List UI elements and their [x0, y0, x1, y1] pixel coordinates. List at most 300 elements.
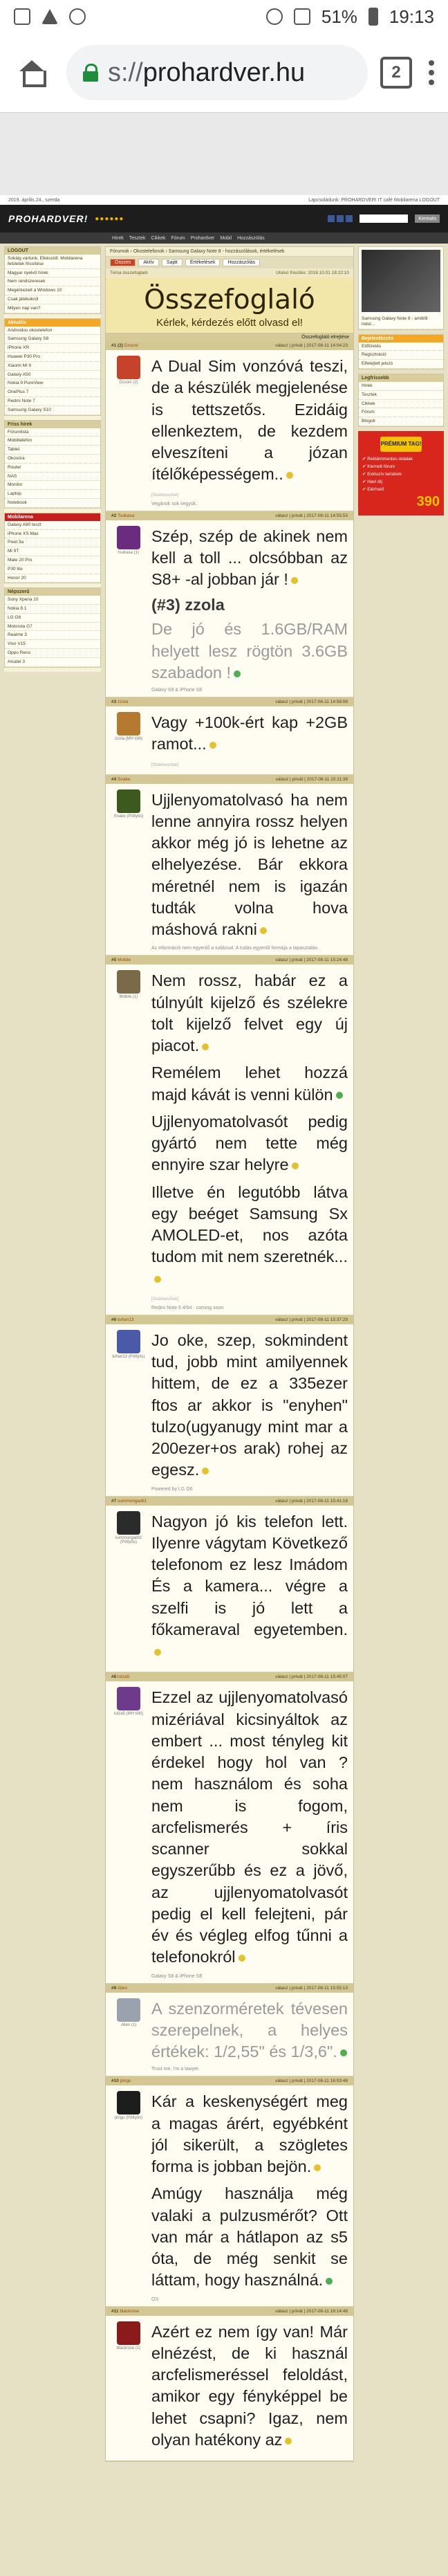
post-author[interactable]: Dzsoni	[124, 343, 138, 348]
post-header-right	[275, 513, 348, 518]
reply-link[interactable]: válasz | privát |	[275, 1674, 307, 1680]
post-header-left	[111, 777, 130, 782]
sidebar-link[interactable]: Alcatel 3	[5, 658, 100, 667]
sidebar-link[interactable]: Tablet	[5, 446, 100, 455]
post-header-left	[111, 2079, 131, 2083]
browser-toolbar	[0, 33, 448, 112]
warning-icon	[41, 9, 58, 24]
post-content	[151, 970, 348, 1310]
summary-header	[106, 268, 353, 277]
post-text: Illetve én legutóbb látva egy beéget Samsung Sx AMOLED-et, nos azóta tudom mit nem szeretnék...	[151, 1182, 348, 1290]
edited-marker: [Szerkesztve]	[151, 492, 179, 497]
post-header	[106, 1672, 353, 1681]
post-header-left	[111, 513, 134, 518]
sidebar-link[interactable]: LG G8	[5, 614, 100, 623]
avatar[interactable]	[117, 1687, 140, 1710]
premium-feature: ✔ Reklámmentes oldalak	[362, 456, 413, 462]
sidebar-link[interactable]: P30 lite	[5, 565, 100, 574]
tab-hozzászólás[interactable]: Hozzászólás	[223, 259, 260, 266]
summary-header-right: Utolsó frissítés: 2018.10.01 18:22:10	[276, 271, 349, 275]
home-button[interactable]	[10, 51, 54, 95]
sidebar-box	[4, 587, 101, 667]
sidebar-link[interactable]: Samsung Galaxy S10	[5, 406, 100, 415]
post-author[interactable]: zzola	[118, 700, 129, 704]
forum-post	[106, 775, 353, 956]
post-author[interactable]: blackrose	[120, 2308, 140, 2314]
post-header-right	[276, 777, 348, 782]
latest-link[interactable]: Hírek	[359, 382, 443, 391]
post-text: Remélem lehet hozzá majd kávát is venni külön	[151, 1063, 348, 1104]
sidebar-link[interactable]: Mate 20 Pro	[5, 556, 100, 565]
post-number[interactable]: #7	[111, 1498, 117, 1504]
web-page	[0, 195, 448, 2576]
author-rank: Snake (Pöttyös)	[113, 814, 144, 819]
sidebar-link[interactable]: Oppo Reno	[5, 649, 100, 658]
post-author[interactable]: pingu	[120, 2079, 131, 2084]
post-header	[106, 697, 353, 706]
sidebar-link[interactable]: Milyen nap van?	[5, 304, 100, 313]
author-rank: pingu (Pöttyös)	[114, 2116, 143, 2121]
battery-icon	[368, 8, 378, 26]
post-text: Ujjlenyomatolvasót pedig gyártó nem tette még ennyire szar helyre	[151, 1112, 348, 1174]
sidebar-link[interactable]: Sokáig vártunk, Elkészült: Mobilarena felületek frissítése	[5, 255, 100, 269]
post-number[interactable]: #4	[111, 776, 117, 782]
tab-összes[interactable]: Összes	[110, 259, 136, 266]
sidebar-box-title: Népszerű	[5, 588, 100, 596]
menu-dot-icon	[429, 60, 434, 66]
sidebar-link[interactable]: Nem rendszeresek	[5, 277, 100, 286]
post-number[interactable]: #2	[111, 513, 117, 518]
post-header	[106, 1984, 353, 1993]
sidebar-link[interactable]: Nokia 9 PureView	[5, 379, 100, 388]
post-date: 2017-08-11 15:11:39	[306, 776, 348, 782]
sound-icon	[69, 8, 86, 25]
avatar[interactable]	[117, 1998, 140, 2022]
signature: Galaxy S9 & iPhone SE	[151, 688, 203, 693]
twitter-icon[interactable]	[337, 215, 344, 222]
avatar[interactable]	[117, 356, 140, 379]
latest-box	[358, 374, 444, 427]
post-body	[106, 784, 353, 956]
sidebar-link[interactable]: Okosóra	[5, 455, 100, 464]
nav-item[interactable]: Fórum	[171, 235, 185, 241]
rss-icon[interactable]	[346, 215, 353, 222]
signature: Az információ nem egyenlő a tudással. A tudás egyenlő formája a tapasztalás.	[151, 946, 319, 951]
site-header	[0, 205, 448, 232]
sidebar-link[interactable]: Csak játékokról	[5, 295, 100, 304]
post-content	[151, 789, 348, 951]
author-rank: tuhan13 (Pöttyös)	[112, 1354, 145, 1359]
author-column	[111, 1687, 146, 1978]
tab-switcher-button[interactable]: 2	[380, 57, 412, 89]
post-header-right	[275, 1499, 348, 1504]
url-host: prohardver.hu	[142, 57, 306, 87]
post-text: Ujjlenyomatolvasó ha nem lenne annyira rossz helyen akkor még jó is lehetne az elhelyezése. Bár ekkora méretnél nem is igazán tudták volna hova máshová rakni	[151, 790, 348, 938]
post-header-right	[275, 2079, 348, 2083]
post-header-right	[275, 958, 348, 962]
post-body	[106, 1506, 353, 1672]
banner-image[interactable]	[362, 250, 440, 312]
sidebar-box	[4, 513, 101, 584]
post-text: Szép, szép de akinek nem kell a toll ... olcsóbban az S8+ -al jobban jár !	[151, 527, 348, 588]
post-number[interactable]: #1 (2)	[111, 343, 123, 348]
nav-item[interactable]: Cikkek	[151, 235, 166, 241]
menu-dot-icon	[429, 70, 434, 75]
menu-button[interactable]	[424, 60, 438, 85]
post-date: 2017-08-11 15:37:29	[306, 1317, 348, 1322]
edited-marker: [Szerkesztve]	[151, 762, 179, 767]
sidebar-link[interactable]: Nokia 8.1	[5, 605, 100, 614]
author-rank: Dzsoni (2)	[119, 381, 138, 385]
forum-post	[106, 1672, 353, 1983]
post-text: Nem rossz, habár ez a túlnyúlt kijelző és szélekre tolt kijelző felvet egy új piacot.	[151, 971, 348, 1054]
post-header-right	[275, 2309, 348, 2314]
nav-item[interactable]: Hozzászólás	[237, 235, 265, 241]
forum-post	[106, 511, 353, 698]
sidebar-link[interactable]: Sony Xperia 10	[5, 596, 100, 605]
avatar[interactable]	[117, 2321, 140, 2345]
sidebar-box	[4, 420, 101, 509]
sidebar-box-title: LOGOUT	[5, 247, 100, 255]
post-content	[151, 712, 348, 770]
sidebar-link[interactable]: Notebook	[5, 499, 100, 508]
author-column	[111, 356, 146, 506]
reply-link[interactable]: válasz | privát |	[275, 700, 307, 704]
post-header-left	[111, 1986, 127, 1991]
post-date: 2017-08-11 15:41:18	[306, 1498, 348, 1504]
right-sidebar	[358, 246, 444, 518]
smiley-icon	[202, 1468, 209, 1474]
post-text: Amúgy használja még valaki a pulzusmérőt? Ott van már a hátlapon az s5 óta, de még senkit se láttam, hogy használná.	[151, 2184, 348, 2290]
post-text: Kár a keskenységért meg a magas árért, egyébként jól sikerült, a szögletes forma is jobban bejön.	[151, 2092, 348, 2175]
post-author[interactable]: summongadil1	[118, 1498, 147, 1504]
signature: Powered by LG G6	[151, 1486, 193, 1492]
forum-main	[105, 246, 354, 2462]
forum-tabs	[106, 257, 353, 268]
forum-post	[106, 697, 353, 775]
post-number[interactable]: #6	[111, 1317, 117, 1322]
clock: 19:13	[389, 6, 434, 27]
post-content	[151, 1511, 348, 1668]
post-body	[106, 706, 353, 774]
post-number[interactable]: #11	[111, 2308, 119, 2314]
sidebar-link[interactable]: Galaxy A80 teszt	[5, 521, 100, 530]
post-header-left	[111, 1674, 129, 1679]
post-text: Jo oke, szep, sokmindent tud, jobb mint amilyennek hittem, de ez a 335ezer ftos ar akkor is "enyhen" tulzo(ugyanugy mint mar a 200ezer+os arak) rohej az egesz.	[151, 1331, 348, 1479]
post-header-right	[275, 1317, 348, 1322]
summary-subtitle: Kérlek, kérdezés előtt olvasd el!	[156, 317, 303, 329]
post-date: 2017-08-11 15:24:48	[306, 958, 348, 963]
forum-post	[106, 1984, 353, 2077]
post-header	[106, 1497, 353, 1506]
sidebar-link[interactable]: Galaxy A50	[5, 371, 100, 380]
sidebar-link[interactable]: NAS	[5, 473, 100, 482]
facebook-icon[interactable]	[328, 215, 335, 222]
login-box-title: Bejelentkezés	[359, 335, 443, 342]
post-text: Nagyon jó kis telefon lett. Ilyenre vágytam Következő telefonom ez lesz Imádom És a kamera... végre a szelfi is jó lett a főkameraval egyetemben.	[151, 1511, 348, 1663]
nav-item[interactable]: Prohardver	[190, 235, 215, 241]
author-column	[111, 1330, 146, 1492]
smiley-icon	[326, 2278, 333, 2285]
smiley-icon	[292, 1162, 299, 1169]
smiley-icon	[336, 1092, 343, 1099]
page-loading-gap	[0, 112, 448, 195]
forum-post	[106, 2307, 353, 2462]
sidebar-box-title: Mobilarena	[5, 513, 100, 521]
post-number[interactable]: #10	[111, 2079, 119, 2084]
avatar[interactable]	[117, 970, 140, 994]
gallery-icon	[14, 8, 30, 25]
post-header-right	[275, 343, 348, 348]
sidebar-link[interactable]: Redmi Note 7	[5, 397, 100, 406]
post-date: 2017-08-11 14:04:23	[306, 343, 348, 348]
smiley-icon	[286, 472, 293, 479]
breadcrumb[interactable]: Fórumok › Okostelefonok › Samsung Galaxy Note 8 - hozzászólások, értékelések	[106, 247, 353, 257]
author-column	[111, 2091, 146, 2301]
latest-link[interactable]: Fórum	[359, 408, 443, 417]
post-date: 2017-08-11 14:58:08	[306, 700, 348, 704]
site-search-input[interactable]	[360, 214, 408, 223]
home-icon	[18, 60, 46, 85]
premium-feature: ✔ Exkluzív tartalom	[362, 471, 402, 477]
author-rank: blackrose (1)	[116, 2346, 141, 2350]
post-quoted-text: De jó és 1.6GB/RAM helyett lesz rögtön 3.6GB szabadon !	[151, 620, 348, 682]
post-body	[106, 2316, 353, 2461]
nav-item[interactable]: Tesztek	[129, 235, 146, 241]
sidebar-link[interactable]: iPhone XR	[5, 344, 100, 353]
edited-marker: [Szerkesztve]	[151, 1296, 179, 1301]
sidebar-link[interactable]: Huawei P30 Pro	[5, 353, 100, 362]
post-content	[151, 1687, 348, 1978]
sidebar-link[interactable]: Androidos okostelefon	[5, 327, 100, 336]
smiley-icon	[260, 927, 267, 934]
author-column	[111, 789, 146, 951]
post-author[interactable]: lutza5	[118, 1674, 130, 1680]
sidebar-link[interactable]: Mi 9T	[5, 547, 100, 556]
sidebar-link[interactable]: Pixel 3a	[5, 538, 100, 547]
author-column	[111, 526, 146, 693]
smiley-icon	[154, 1649, 161, 1656]
latest-link[interactable]: Cikkek	[359, 400, 443, 409]
post-list	[106, 341, 353, 2461]
post-number[interactable]: #9	[111, 1985, 117, 1991]
post-text: Ezzel az ujjlenyomatolvasó mizériával kicsinyáltok az embert ... most tényleg kit érdekel hogy hol van ? nem használom és soha nem is fogom, arcfelismerés + íris scanner sokkal egyszerűbb és ez a jövő, az ujjlenyomatolvasót pedig el kell felejteni, pár év és végleg elfog tűnni a telefonokról	[151, 1688, 348, 1966]
tab-aktív[interactable]: Aktív	[138, 259, 159, 266]
premium-feature: ✔ Havi díj	[362, 479, 382, 484]
nav-item[interactable]: Mobil	[220, 235, 232, 241]
sidebar-link[interactable]: Router	[5, 464, 100, 473]
sidebar-link[interactable]: Megérkezett a Windows 10	[5, 286, 100, 295]
post-content	[151, 1330, 348, 1492]
summary-header-left[interactable]: Téma összefoglaló	[110, 271, 148, 275]
post-body	[106, 350, 353, 511]
post-header	[106, 2076, 353, 2085]
smiley-icon	[285, 2438, 292, 2445]
latest-box-title: Legfrissebb	[359, 374, 443, 382]
reply-link[interactable]: válasz | privát |	[275, 1985, 307, 1991]
status-bar	[0, 0, 448, 33]
post-header-right	[275, 700, 348, 704]
post-header-right	[275, 1674, 348, 1679]
post-date: 2017-08-11 16:14:48	[306, 2308, 348, 2314]
premium-feature: ✔ Kiemelt fórum	[362, 464, 395, 469]
login-link[interactable]: Előfizetés	[359, 342, 443, 351]
post-author[interactable]: Snake	[118, 776, 131, 782]
post-header-left	[111, 343, 138, 348]
author-column	[111, 970, 146, 1310]
reply-link[interactable]: válasz | privát |	[275, 958, 307, 963]
signature: Vegánok sok vegyük.	[151, 501, 198, 506]
smiley-icon	[340, 2049, 347, 2056]
lock-icon	[83, 64, 98, 82]
post-date: 2017-08-11 14:55:53	[306, 513, 348, 518]
banner-box[interactable]	[358, 246, 444, 330]
avatar[interactable]	[117, 789, 140, 813]
post-header-right	[275, 1986, 348, 1991]
avatar[interactable]	[117, 526, 140, 549]
post-body	[106, 2085, 353, 2305]
wifi-icon	[266, 8, 283, 25]
sidebar-link[interactable]: Xiaomi Mi 9	[5, 362, 100, 371]
summary-toggle[interactable]: Összefoglaló elrejtése	[106, 334, 353, 341]
post-text: Vagy +100k-ért kap +2GB ramot...	[151, 713, 348, 753]
post-text: A Dual Sim vonzóvá teszi, de a készülék megjelenése is tettszetős. Ezidáig ellenkeztem, de kezdem elveszíteni a józan ítélőképességem..	[151, 357, 348, 484]
summary-title: Összefoglaló	[144, 284, 315, 316]
sidebar-link[interactable]: Mobiltelefon	[5, 437, 100, 446]
tab-értékelések[interactable]: Értékelések	[185, 259, 221, 266]
post-header-left	[111, 958, 131, 962]
sidebar-link[interactable]: Laptop	[5, 490, 100, 499]
login-box	[358, 334, 444, 369]
signature: OS	[151, 2296, 159, 2302]
sidebar-link[interactable]: Realme 3	[5, 631, 100, 640]
post-author[interactable]: Mobile	[118, 958, 131, 963]
nav-item[interactable]: Hírek	[112, 235, 124, 241]
reply-link[interactable]: válasz | privát |	[275, 776, 307, 782]
author-rank: Alien (1)	[120, 2022, 137, 2027]
post-author[interactable]: Alien	[117, 1985, 128, 1991]
url-scheme: s://	[108, 57, 143, 87]
social-links[interactable]	[328, 215, 353, 222]
post-author[interactable]: Tsubasa	[117, 513, 135, 518]
reply-link[interactable]: válasz | privát |	[275, 2308, 307, 2314]
post-header-left	[111, 1317, 134, 1322]
sidebar-box-title: Friss hírek	[5, 421, 100, 428]
forum-post	[106, 956, 353, 1315]
sidebar-link[interactable]: Vivo V15	[5, 640, 100, 649]
post-header	[106, 775, 353, 784]
premium-price: 390	[416, 493, 440, 509]
signature: Galaxy S8 & iPhone SE	[151, 1973, 203, 1979]
latest-link[interactable]: Tesztek	[359, 391, 443, 400]
post-content	[151, 526, 348, 693]
banner-caption[interactable]: Samsung Galaxy Note 8 - amiből indul...	[359, 315, 443, 329]
network-links[interactable]: Lapcsoládunk: PROHARDVER! IT café Mobilarena LOGOUT	[308, 197, 440, 203]
post-body	[106, 1324, 353, 1496]
sidebar-link[interactable]: OnePlus 7	[5, 388, 100, 397]
sidebar-link[interactable]: Honor 20	[5, 574, 100, 583]
reply-link[interactable]: válasz | privát |	[275, 1317, 307, 1322]
avatar[interactable]	[117, 1511, 140, 1535]
author-rank: zzola (MH tölti)	[114, 737, 142, 741]
reply-link[interactable]: válasz | privát |	[275, 2079, 307, 2084]
site-search-button[interactable]: Keresés	[415, 214, 440, 223]
sidebar-link[interactable]: Monitor	[5, 481, 100, 490]
post-author[interactable]: tuhan13	[118, 1317, 134, 1322]
post-number[interactable]: #5	[111, 958, 117, 963]
smiley-icon	[291, 577, 298, 584]
sidebar-link[interactable]: Motorola G7	[5, 623, 100, 632]
post-number[interactable]: #3	[111, 700, 117, 704]
date-text: 2019. április 24., szerda	[8, 197, 60, 203]
post-content	[151, 1998, 348, 2072]
post-number[interactable]: #8	[111, 1674, 117, 1680]
sidebar-link[interactable]: Fórumlista	[5, 428, 100, 437]
smiley-icon	[209, 742, 216, 749]
post-header	[106, 1315, 353, 1324]
sidebar-link[interactable]: Magyar nyelvű hírek	[5, 269, 100, 278]
reply-link[interactable]: válasz | privát |	[275, 513, 307, 518]
post-header-left	[111, 700, 128, 704]
sidebar-box	[4, 318, 101, 416]
tab-saját[interactable]: Saját	[162, 259, 183, 266]
post-body	[106, 965, 353, 1315]
post-header-left	[111, 1499, 147, 1504]
author-column	[111, 712, 146, 770]
author-column	[111, 2321, 146, 2457]
author-rank: lutza5 (MH tölti)	[113, 1712, 143, 1717]
forum-post	[106, 2076, 353, 2306]
avatar[interactable]	[117, 712, 140, 736]
reply-link[interactable]: válasz | privát |	[275, 343, 307, 348]
signal-icon	[294, 8, 310, 25]
post-date: 2017-08-11 16:03:48	[306, 2079, 348, 2084]
smiley-icon	[239, 1955, 245, 1962]
address-bar[interactable]	[66, 45, 368, 100]
post-quote-ref[interactable]: (#3) zzola	[151, 596, 225, 614]
login-link[interactable]: Regisztráció	[359, 351, 443, 360]
latest-link[interactable]: Blogok	[359, 417, 443, 426]
sidebar-link[interactable]: Samsung Galaxy S8	[5, 335, 100, 344]
post-content	[151, 2321, 348, 2457]
avatar[interactable]	[117, 1330, 140, 1353]
sidebar-box-title: Aktuális	[5, 319, 100, 327]
post-date: 2017-08-11 15:55:13	[306, 1985, 348, 1991]
forum-post	[106, 1315, 353, 1497]
avatar[interactable]	[117, 2091, 140, 2114]
smiley-icon	[234, 670, 241, 677]
post-content	[151, 2091, 348, 2301]
post-header	[106, 511, 353, 520]
forum-post	[106, 1497, 353, 1673]
author-rank: summongadil1 (Pöttyös)	[115, 1535, 142, 1544]
smiley-icon	[314, 2164, 321, 2171]
post-body	[106, 1993, 353, 2076]
forum-post	[106, 341, 353, 511]
premium-promo[interactable]	[358, 431, 444, 515]
site-logo[interactable]: PROHARDVER!	[8, 213, 88, 224]
summary-block[interactable]	[106, 277, 353, 334]
signature: Trust me, I'm a lawyer.	[151, 2067, 200, 2072]
reply-link[interactable]: válasz | privát |	[275, 1498, 307, 1504]
post-date: 2017-08-11 15:45:07	[306, 1674, 348, 1680]
login-link[interactable]: Elfelejtett jelszó	[359, 360, 443, 369]
menu-dot-icon	[429, 80, 434, 85]
sidebar-link[interactable]: iPhone XS Max	[5, 530, 100, 539]
left-sidebar	[4, 246, 101, 672]
post-header	[106, 341, 353, 350]
author-column	[111, 1511, 146, 1668]
